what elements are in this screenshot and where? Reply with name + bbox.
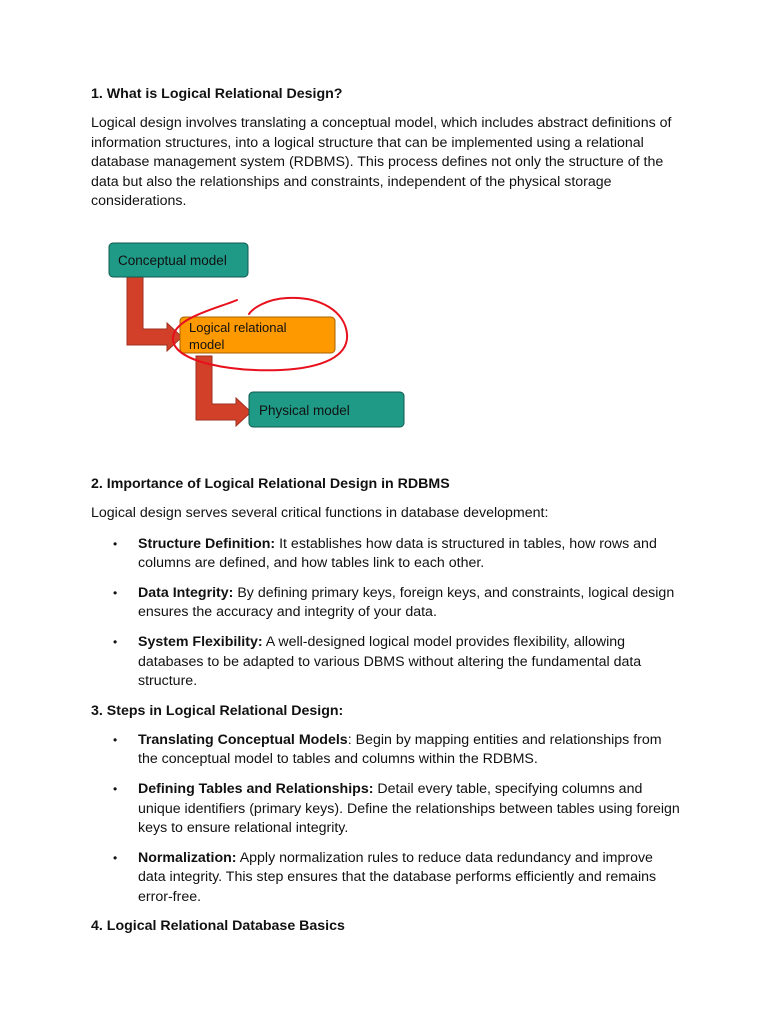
list-item-text: By defining primary keys, foreign keys, and constraints, logical design ensures the accuracy and integrity of your data. [138, 584, 675, 621]
list-item-term: System Flexibility: [138, 633, 263, 650]
logical-relational-model-box [180, 317, 335, 353]
steps-list [91, 731, 681, 908]
physical-model-box [249, 392, 404, 427]
logical-model-label-line2: model [189, 336, 225, 352]
section-1-heading: 1. What is Logical Relational Design? [91, 86, 343, 102]
bullet: • [113, 634, 118, 649]
bullet: • [113, 732, 118, 747]
list-item [91, 535, 681, 574]
list-item-text: It establishes how data is structured in tables, how rows and columns are defined, and how tables link to each other. [138, 535, 657, 572]
model-flow-diagram [91, 238, 681, 448]
physical-model-label: Physical model [259, 402, 350, 418]
document-content [91, 84, 681, 936]
bullet: • [113, 781, 118, 796]
section-3-heading: 3. Steps in Logical Relational Design: [91, 702, 344, 719]
importance-list [91, 535, 681, 692]
bullet: • [113, 536, 118, 551]
section-2-intro: Logical design serves several critical functions in database development: [91, 504, 549, 521]
list-item-term: Structure Definition: [138, 535, 276, 552]
list-item [91, 584, 681, 623]
list-item-text: A well-designed logical model provides flexibility, allowing databases to be adapted to various DBMS without altering the fundamental data structure. [138, 633, 642, 690]
conceptual-model-box [109, 243, 248, 277]
section-2-heading: 2. Importance of Logical Relational Design in RDBMS [91, 475, 450, 492]
conceptual-model-label: Conceptual model [118, 252, 227, 268]
list-item [91, 731, 681, 770]
list-item-term: Data Integrity: [138, 584, 234, 601]
diagram-canvas [91, 238, 681, 448]
list-item-text: Detail every table, specifying columns and unique identifiers (primary keys). Define the relationships between tables using foreign keys to ensure relational integrity. [138, 780, 680, 837]
bullet: • [113, 850, 118, 865]
list-item [91, 849, 681, 908]
section-1-paragraph: Logical design involves translating a conceptual model, which includes abstract definitions of information structures, into a logical structure that can be implemented using a relational database management system (RDBMS). This process defines not only the structure of the data but also the relationships and constraints, independent of the physical storage considerations. [91, 115, 672, 210]
list-item [91, 780, 681, 839]
section-4-heading: 4. Logical Relational Database Basics [91, 918, 345, 935]
bullet: • [113, 585, 118, 600]
list-item-term: Translating Conceptual Models [138, 731, 348, 748]
list-item-text: : Begin by mapping entities and relationships from the conceptual model to tables and columns within the RDBMS. [138, 731, 662, 768]
list-item [91, 633, 681, 692]
logical-model-label-line1: Logical relational [189, 319, 287, 335]
list-item-text: Apply normalization rules to reduce data redundancy and improve data integrity. This step ensures that the database performs efficiently and remains error-free. [138, 849, 657, 905]
list-item-term: Defining Tables and Relationships: [138, 780, 374, 797]
list-item-term: Normalization: [138, 849, 237, 866]
